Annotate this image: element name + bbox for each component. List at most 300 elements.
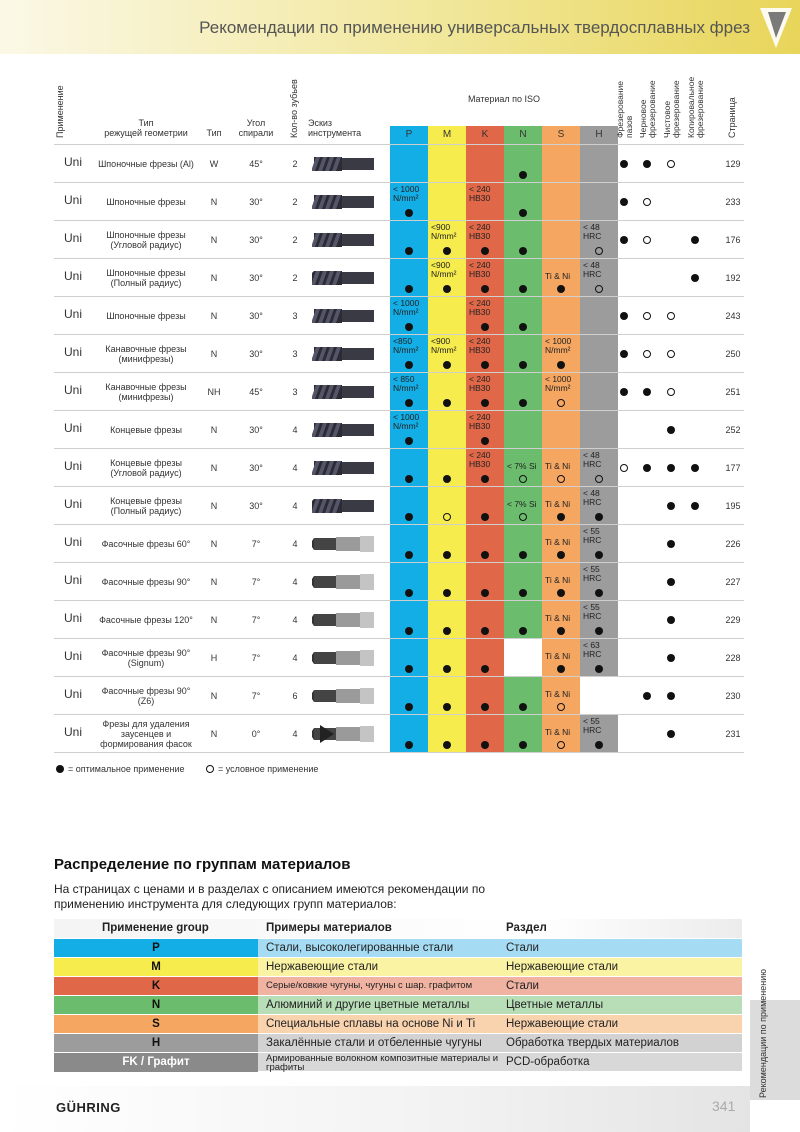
material-cell-filled-dot-icon	[595, 551, 603, 559]
row-angle: 45°	[249, 387, 263, 397]
material-cell-filled-dot-icon	[557, 285, 565, 293]
material-cell-ring-dot-icon	[557, 399, 565, 407]
row-type: N	[210, 273, 218, 283]
material-cell-note: <900 N/mm²	[431, 260, 457, 279]
op-3-filled-dot-icon	[667, 578, 675, 586]
row-teeth: 4	[292, 615, 298, 625]
row-type: N	[210, 729, 218, 739]
material-cell-filled-dot-icon	[405, 437, 413, 445]
row-type: N	[210, 615, 218, 625]
material-cell-filled-dot-icon	[481, 665, 489, 673]
row-sketch	[312, 607, 378, 633]
table-bottom-line	[54, 752, 744, 753]
section-text: На страницах с ценами и в разделах с описанием имеются рекомендации по применению инструмента для следующих групп материалов:	[54, 882, 485, 911]
row-application: Uni	[64, 383, 83, 397]
row-page: 226	[725, 539, 741, 549]
material-cell-note: < 850 N/mm²	[393, 374, 419, 393]
material-cell-note: < 1000 N/mm²	[393, 184, 420, 203]
material-cell-filled-dot-icon	[519, 551, 527, 559]
row-page: 129	[725, 159, 741, 169]
material-cell-filled-dot-icon	[557, 551, 565, 559]
table-row	[54, 258, 744, 296]
row-type: N	[210, 577, 218, 587]
table-row	[54, 182, 744, 220]
material-cell-note: Ti & Ni	[545, 271, 571, 281]
op-2-ring-dot-icon	[643, 312, 651, 320]
materials-header-group: Применение group	[102, 922, 209, 934]
row-type: N	[210, 349, 218, 359]
row-geometry: Канавочные фрезы (минифрезы)	[105, 382, 187, 402]
row-sketch	[312, 227, 378, 253]
row-sketch	[312, 645, 378, 671]
row-teeth: 4	[292, 501, 298, 511]
materials-examples: Нержавеющие стали	[266, 961, 379, 973]
row-geometry: Концевые фрезы (Угловой радиус)	[110, 458, 182, 478]
op-4-filled-dot-icon	[691, 274, 699, 282]
row-sketch	[312, 151, 378, 177]
material-cell-note: Ti & Ni	[545, 727, 571, 737]
table-row	[54, 410, 744, 448]
material-cell-filled-dot-icon	[443, 551, 451, 559]
material-cell-note: < 240 HB30	[469, 374, 491, 393]
table-row	[54, 714, 744, 752]
row-sketch	[312, 493, 378, 519]
op-3-filled-dot-icon	[667, 730, 675, 738]
material-cell-filled-dot-icon	[481, 437, 489, 445]
row-application: Uni	[64, 535, 83, 549]
material-cell-note: Ti & Ni	[545, 651, 571, 661]
op-4-filled-dot-icon	[691, 464, 699, 472]
material-cell-filled-dot-icon	[405, 513, 413, 521]
material-cell-filled-dot-icon	[481, 247, 489, 255]
material-cell-filled-dot-icon	[405, 323, 413, 331]
materials-section: Обработка твердых материалов	[506, 1037, 680, 1049]
material-cell-note: < 240 HB30	[469, 298, 491, 317]
materials-section: Стали	[506, 942, 539, 954]
brand-mark-icon	[756, 4, 796, 52]
row-angle: 7°	[251, 691, 261, 701]
row-page: 231	[725, 729, 741, 739]
row-teeth: 6	[292, 691, 298, 701]
material-cell-filled-dot-icon	[595, 513, 603, 521]
materials-group: N	[151, 999, 161, 1011]
row-application: Uni	[64, 725, 83, 739]
material-cell-filled-dot-icon	[595, 741, 603, 749]
row-geometry: Фасочные фрезы 90°	[101, 577, 191, 587]
row-teeth: 4	[292, 539, 298, 549]
material-cell-filled-dot-icon	[443, 703, 451, 711]
material-cell-note: < 55 HRC	[583, 564, 602, 583]
row-teeth: 3	[292, 349, 298, 359]
material-cell-filled-dot-icon	[481, 551, 489, 559]
material-cell-ring-dot-icon	[557, 703, 565, 711]
row-page: 192	[725, 273, 741, 283]
materials-row	[54, 1033, 742, 1052]
op-2-filled-dot-icon	[643, 160, 651, 168]
row-angle: 30°	[249, 463, 263, 473]
row-angle: 7°	[251, 615, 261, 625]
material-cell-blank	[580, 677, 618, 715]
row-sketch	[312, 455, 378, 481]
material-cell-note: < 1000 N/mm²	[545, 336, 572, 355]
op-3-ring-dot-icon	[667, 350, 675, 358]
row-type: N	[210, 235, 218, 245]
row-teeth: 4	[292, 463, 298, 473]
row-sketch	[312, 417, 378, 443]
page-title: Рекомендации по применению универсальных твердосплавных фрез	[199, 18, 750, 37]
op-2-filled-dot-icon	[643, 464, 651, 472]
material-cell-note: Ti & Ni	[545, 613, 571, 623]
header-geometry: Тип режущей геометрии	[104, 118, 188, 138]
op-3-filled-dot-icon	[667, 692, 675, 700]
material-cell-filled-dot-icon	[405, 475, 413, 483]
material-cell-note: < 55 HRC	[583, 716, 602, 735]
row-teeth: 2	[292, 197, 298, 207]
row-application: Uni	[64, 193, 83, 207]
material-cell-ring-dot-icon	[443, 513, 451, 521]
materials-header-examples: Примеры материалов	[266, 922, 392, 934]
material-cell-filled-dot-icon	[557, 627, 565, 635]
material-cell-filled-dot-icon	[443, 589, 451, 597]
row-page: 229	[725, 615, 741, 625]
chamfer-tool-sketch-icon	[312, 683, 376, 709]
material-cell-note: <900 N/mm²	[431, 336, 457, 355]
row-angle: 7°	[251, 653, 261, 663]
material-cell-note: < 240 HB30	[469, 184, 491, 203]
row-page: 176	[725, 235, 741, 245]
row-angle: 7°	[251, 539, 261, 549]
row-application: Uni	[64, 649, 83, 663]
material-cell-note: < 7% Si	[507, 499, 537, 509]
row-teeth: 4	[292, 425, 298, 435]
chamfer-tool-sketch-icon	[312, 645, 376, 671]
material-cell-filled-dot-icon	[481, 741, 489, 749]
row-teeth: 3	[292, 387, 298, 397]
table-row	[54, 676, 744, 714]
materials-examples: Серые/ковкие чугуны, чугуны с шар. графитом	[266, 980, 473, 991]
row-angle: 30°	[249, 235, 263, 245]
materials-row	[54, 1052, 742, 1071]
row-page: 228	[725, 653, 741, 663]
material-cell-filled-dot-icon	[557, 361, 565, 369]
row-sketch	[312, 683, 378, 709]
table-row	[54, 600, 744, 638]
op-2-ring-dot-icon	[643, 236, 651, 244]
material-cell-note: < 48 HRC	[583, 260, 602, 279]
materials-group: K	[151, 980, 161, 992]
row-type: N	[210, 539, 218, 549]
material-cell-filled-dot-icon	[481, 589, 489, 597]
material-cell-note: < 240 HB30	[469, 412, 491, 431]
row-angle: 45°	[249, 159, 263, 169]
op-2-ring-dot-icon	[643, 198, 651, 206]
materials-examples: Стали, высоколегированные стали	[266, 942, 454, 954]
row-sketch	[312, 569, 378, 595]
header-material-iso: Материал по ISO	[467, 94, 541, 104]
table-row	[54, 144, 744, 182]
op-3-filled-dot-icon	[667, 502, 675, 510]
row-sketch	[312, 379, 378, 405]
material-cell-filled-dot-icon	[595, 665, 603, 673]
materials-examples: Специальные сплавы на основе Ni и Ti	[266, 1018, 476, 1030]
section-title: Распределение по группам материалов	[54, 856, 351, 873]
material-cell-note: < 48 HRC	[583, 488, 602, 507]
material-cell-note: < 1000 N/mm²	[393, 412, 420, 431]
row-type: NH	[207, 387, 221, 397]
material-cell-filled-dot-icon	[481, 361, 489, 369]
row-geometry: Фасочные фрезы 90° (Signum)	[101, 648, 191, 668]
materials-group: FK / Графит	[122, 1056, 190, 1068]
material-cell-note: < 240 HB30	[469, 450, 491, 469]
material-cell-note: Ti & Ni	[545, 461, 571, 471]
materials-examples: Закалённые стали и отбеленные чугуны	[266, 1037, 482, 1049]
materials-section: Цветные металлы	[506, 999, 604, 1011]
row-sketch	[312, 265, 378, 291]
material-cell-note: < 48 HRC	[583, 222, 602, 241]
header-op-3: Чистовое фрезерование	[662, 80, 681, 138]
row-page: 230	[725, 691, 741, 701]
material-cell-filled-dot-icon	[481, 475, 489, 483]
row-application: Uni	[64, 269, 83, 283]
row-angle: 30°	[249, 425, 263, 435]
material-cell-note: < 55 HRC	[583, 526, 602, 545]
material-cell-filled-dot-icon	[443, 247, 451, 255]
row-teeth: 4	[292, 653, 298, 663]
material-cell-filled-dot-icon	[443, 475, 451, 483]
table-row	[54, 524, 744, 562]
table-row	[54, 448, 744, 486]
table-row	[54, 296, 744, 334]
materials-group: H	[151, 1037, 161, 1049]
ring-dot-icon	[206, 765, 214, 773]
op-3-ring-dot-icon	[667, 160, 675, 168]
material-cell-filled-dot-icon	[443, 627, 451, 635]
row-sketch	[312, 341, 378, 367]
materials-group: S	[152, 1018, 160, 1030]
material-cell-ring-dot-icon	[557, 475, 565, 483]
end-tool-sketch-icon	[312, 417, 376, 443]
material-cell-ring-dot-icon	[595, 475, 603, 483]
row-application: Uni	[64, 307, 83, 321]
material-cell-filled-dot-icon	[443, 665, 451, 673]
material-cell-filled-dot-icon	[405, 589, 413, 597]
row-geometry: Шпоночные фрезы (Al)	[98, 159, 194, 169]
page-header	[0, 0, 800, 54]
material-cell-filled-dot-icon	[405, 551, 413, 559]
header-op-4: Копировальное фрезерование	[686, 76, 705, 138]
legend-optimal: = оптимальное применение	[68, 764, 185, 774]
table-row	[54, 372, 744, 410]
row-type: N	[210, 197, 218, 207]
material-header-m: M	[428, 126, 466, 144]
header-page: Страница	[727, 97, 737, 138]
material-cell-filled-dot-icon	[405, 741, 413, 749]
material-cell-note: <850 N/mm²	[393, 336, 419, 355]
op-4-filled-dot-icon	[691, 502, 699, 510]
material-cell-filled-dot-icon	[519, 703, 527, 711]
material-cell-filled-dot-icon	[405, 703, 413, 711]
material-cell-ring-dot-icon	[519, 513, 527, 521]
deburr-tool-sketch-icon	[312, 721, 376, 747]
op-1-filled-dot-icon	[620, 312, 628, 320]
material-cell-filled-dot-icon	[481, 513, 489, 521]
materials-row	[54, 995, 742, 1014]
material-cell-filled-dot-icon	[519, 589, 527, 597]
slot-tool-sketch-icon	[312, 379, 376, 405]
materials-examples: Алюминий и другие цветные металлы	[266, 999, 470, 1011]
header-teeth: Кол-во зубьев	[289, 79, 299, 138]
table-row	[54, 220, 744, 258]
row-geometry: Шпоночные фрезы	[106, 197, 186, 207]
row-teeth: 2	[292, 273, 298, 283]
row-type: N	[210, 311, 218, 321]
material-header-k: K	[466, 126, 504, 144]
material-cell-note: Ti & Ni	[545, 499, 571, 509]
material-cell-filled-dot-icon	[481, 323, 489, 331]
row-application: Uni	[64, 459, 83, 473]
material-cell-note: < 1000 N/mm²	[393, 298, 420, 317]
row-application: Uni	[64, 345, 83, 359]
row-application: Uni	[64, 155, 83, 169]
material-cell-filled-dot-icon	[519, 627, 527, 635]
row-geometry: Концевые фрезы	[110, 425, 182, 435]
materials-section: Нержавеющие стали	[506, 961, 619, 973]
row-application: Uni	[64, 573, 83, 587]
row-page: 233	[725, 197, 741, 207]
row-application: Uni	[64, 421, 83, 435]
material-cell-filled-dot-icon	[443, 285, 451, 293]
material-cell-note: < 240 HB30	[469, 336, 491, 355]
material-cell-note: < 55 HRC	[583, 602, 602, 621]
materials-header-section: Раздел	[506, 922, 547, 934]
slot-tool-sketch-icon	[312, 151, 376, 177]
row-page: 177	[725, 463, 741, 473]
op-1-filled-dot-icon	[620, 350, 628, 358]
material-cell-note: Ti & Ni	[545, 575, 571, 585]
material-cell-filled-dot-icon	[557, 665, 565, 673]
row-angle: 30°	[249, 311, 263, 321]
row-page: 252	[725, 425, 741, 435]
material-cell-filled-dot-icon	[405, 285, 413, 293]
header-op-1: Фрезерование пазов	[615, 80, 634, 138]
slot-tool-sketch-icon	[312, 227, 376, 253]
material-cell-note: < 1000 N/mm²	[545, 374, 572, 393]
op-2-filled-dot-icon	[643, 692, 651, 700]
row-angle: 30°	[249, 349, 263, 359]
material-cell-filled-dot-icon	[405, 399, 413, 407]
row-geometry: Фрезы для удаления заусенцев и формирования фасок	[100, 719, 192, 749]
op-1-filled-dot-icon	[620, 198, 628, 206]
material-cell-filled-dot-icon	[557, 513, 565, 521]
row-page: 250	[725, 349, 741, 359]
row-teeth: 2	[292, 159, 298, 169]
row-geometry: Канавочные фрезы (минифрезы)	[105, 344, 187, 364]
row-teeth: 4	[292, 729, 298, 739]
ball-tool-sketch-icon	[312, 265, 376, 291]
row-type: N	[210, 425, 218, 435]
material-cell-ring-dot-icon	[519, 475, 527, 483]
material-cell-filled-dot-icon	[519, 741, 527, 749]
materials-section: PCD-обработка	[506, 1056, 590, 1068]
chamfer-tool-sketch-icon	[312, 531, 376, 557]
material-cell-note: < 7% Si	[507, 461, 537, 471]
op-1-ring-dot-icon	[620, 464, 628, 472]
header-application: Применение	[55, 85, 65, 138]
material-header-s: S	[542, 126, 580, 144]
row-type: N	[210, 691, 218, 701]
materials-section: Стали	[506, 980, 539, 992]
row-sketch	[312, 303, 378, 329]
material-cell-blank	[504, 639, 542, 677]
slot-tool-sketch-icon	[312, 189, 376, 215]
row-page: 195	[725, 501, 741, 511]
material-cell-note: < 63 HRC	[583, 640, 602, 659]
material-cell-filled-dot-icon	[519, 209, 527, 217]
material-cell-note: < 240 HB30	[469, 260, 491, 279]
material-cell-note: < 48 HRC	[583, 450, 602, 469]
materials-row	[54, 976, 742, 995]
materials-row	[54, 1014, 742, 1033]
op-3-filled-dot-icon	[667, 540, 675, 548]
table-row	[54, 334, 744, 372]
material-cell-filled-dot-icon	[405, 627, 413, 635]
material-header-p: P	[390, 126, 428, 144]
material-cell-filled-dot-icon	[519, 323, 527, 331]
row-geometry: Шпоночные фрезы	[106, 311, 186, 321]
material-cell-filled-dot-icon	[443, 399, 451, 407]
row-angle: 30°	[249, 197, 263, 207]
materials-group: M	[151, 961, 161, 973]
chamfer-tool-sketch-icon	[312, 607, 376, 633]
materials-examples: Армированные волокном композитные материалы и графиты	[266, 1053, 499, 1073]
op-2-ring-dot-icon	[643, 350, 651, 358]
row-geometry: Фасочные фрезы 120°	[99, 615, 193, 625]
material-cell-filled-dot-icon	[519, 399, 527, 407]
filled-dot-icon	[56, 765, 64, 773]
row-geometry: Шпоночные фрезы (Угловой радиус)	[106, 230, 186, 250]
material-cell-note: <900 N/mm²	[431, 222, 457, 241]
row-teeth: 2	[292, 235, 298, 245]
material-cell-filled-dot-icon	[519, 285, 527, 293]
materials-row	[54, 957, 742, 976]
op-4-filled-dot-icon	[691, 236, 699, 244]
material-cell-ring-dot-icon	[595, 247, 603, 255]
materials-group: P	[152, 942, 160, 954]
material-cell-filled-dot-icon	[443, 741, 451, 749]
row-page: 251	[725, 387, 741, 397]
material-cell-filled-dot-icon	[519, 247, 527, 255]
row-application: Uni	[64, 687, 83, 701]
op-3-ring-dot-icon	[667, 312, 675, 320]
end-tool-sketch-icon	[312, 455, 376, 481]
row-sketch	[312, 189, 378, 215]
material-cell-filled-dot-icon	[443, 361, 451, 369]
row-angle: 0°	[251, 729, 261, 739]
op-1-filled-dot-icon	[620, 160, 628, 168]
row-angle: 30°	[249, 501, 263, 511]
row-sketch	[312, 721, 378, 747]
row-angle: 30°	[249, 273, 263, 283]
table-row	[54, 638, 744, 676]
row-teeth: 4	[292, 577, 298, 587]
chamfer-tool-sketch-icon	[312, 569, 376, 595]
footer-brand: GÜHRING	[56, 1100, 121, 1115]
material-cell-filled-dot-icon	[481, 627, 489, 635]
legend-conditional: = условное применение	[218, 764, 319, 774]
header-type: Тип	[206, 128, 222, 138]
op-1-filled-dot-icon	[620, 236, 628, 244]
row-application: Uni	[64, 231, 83, 245]
